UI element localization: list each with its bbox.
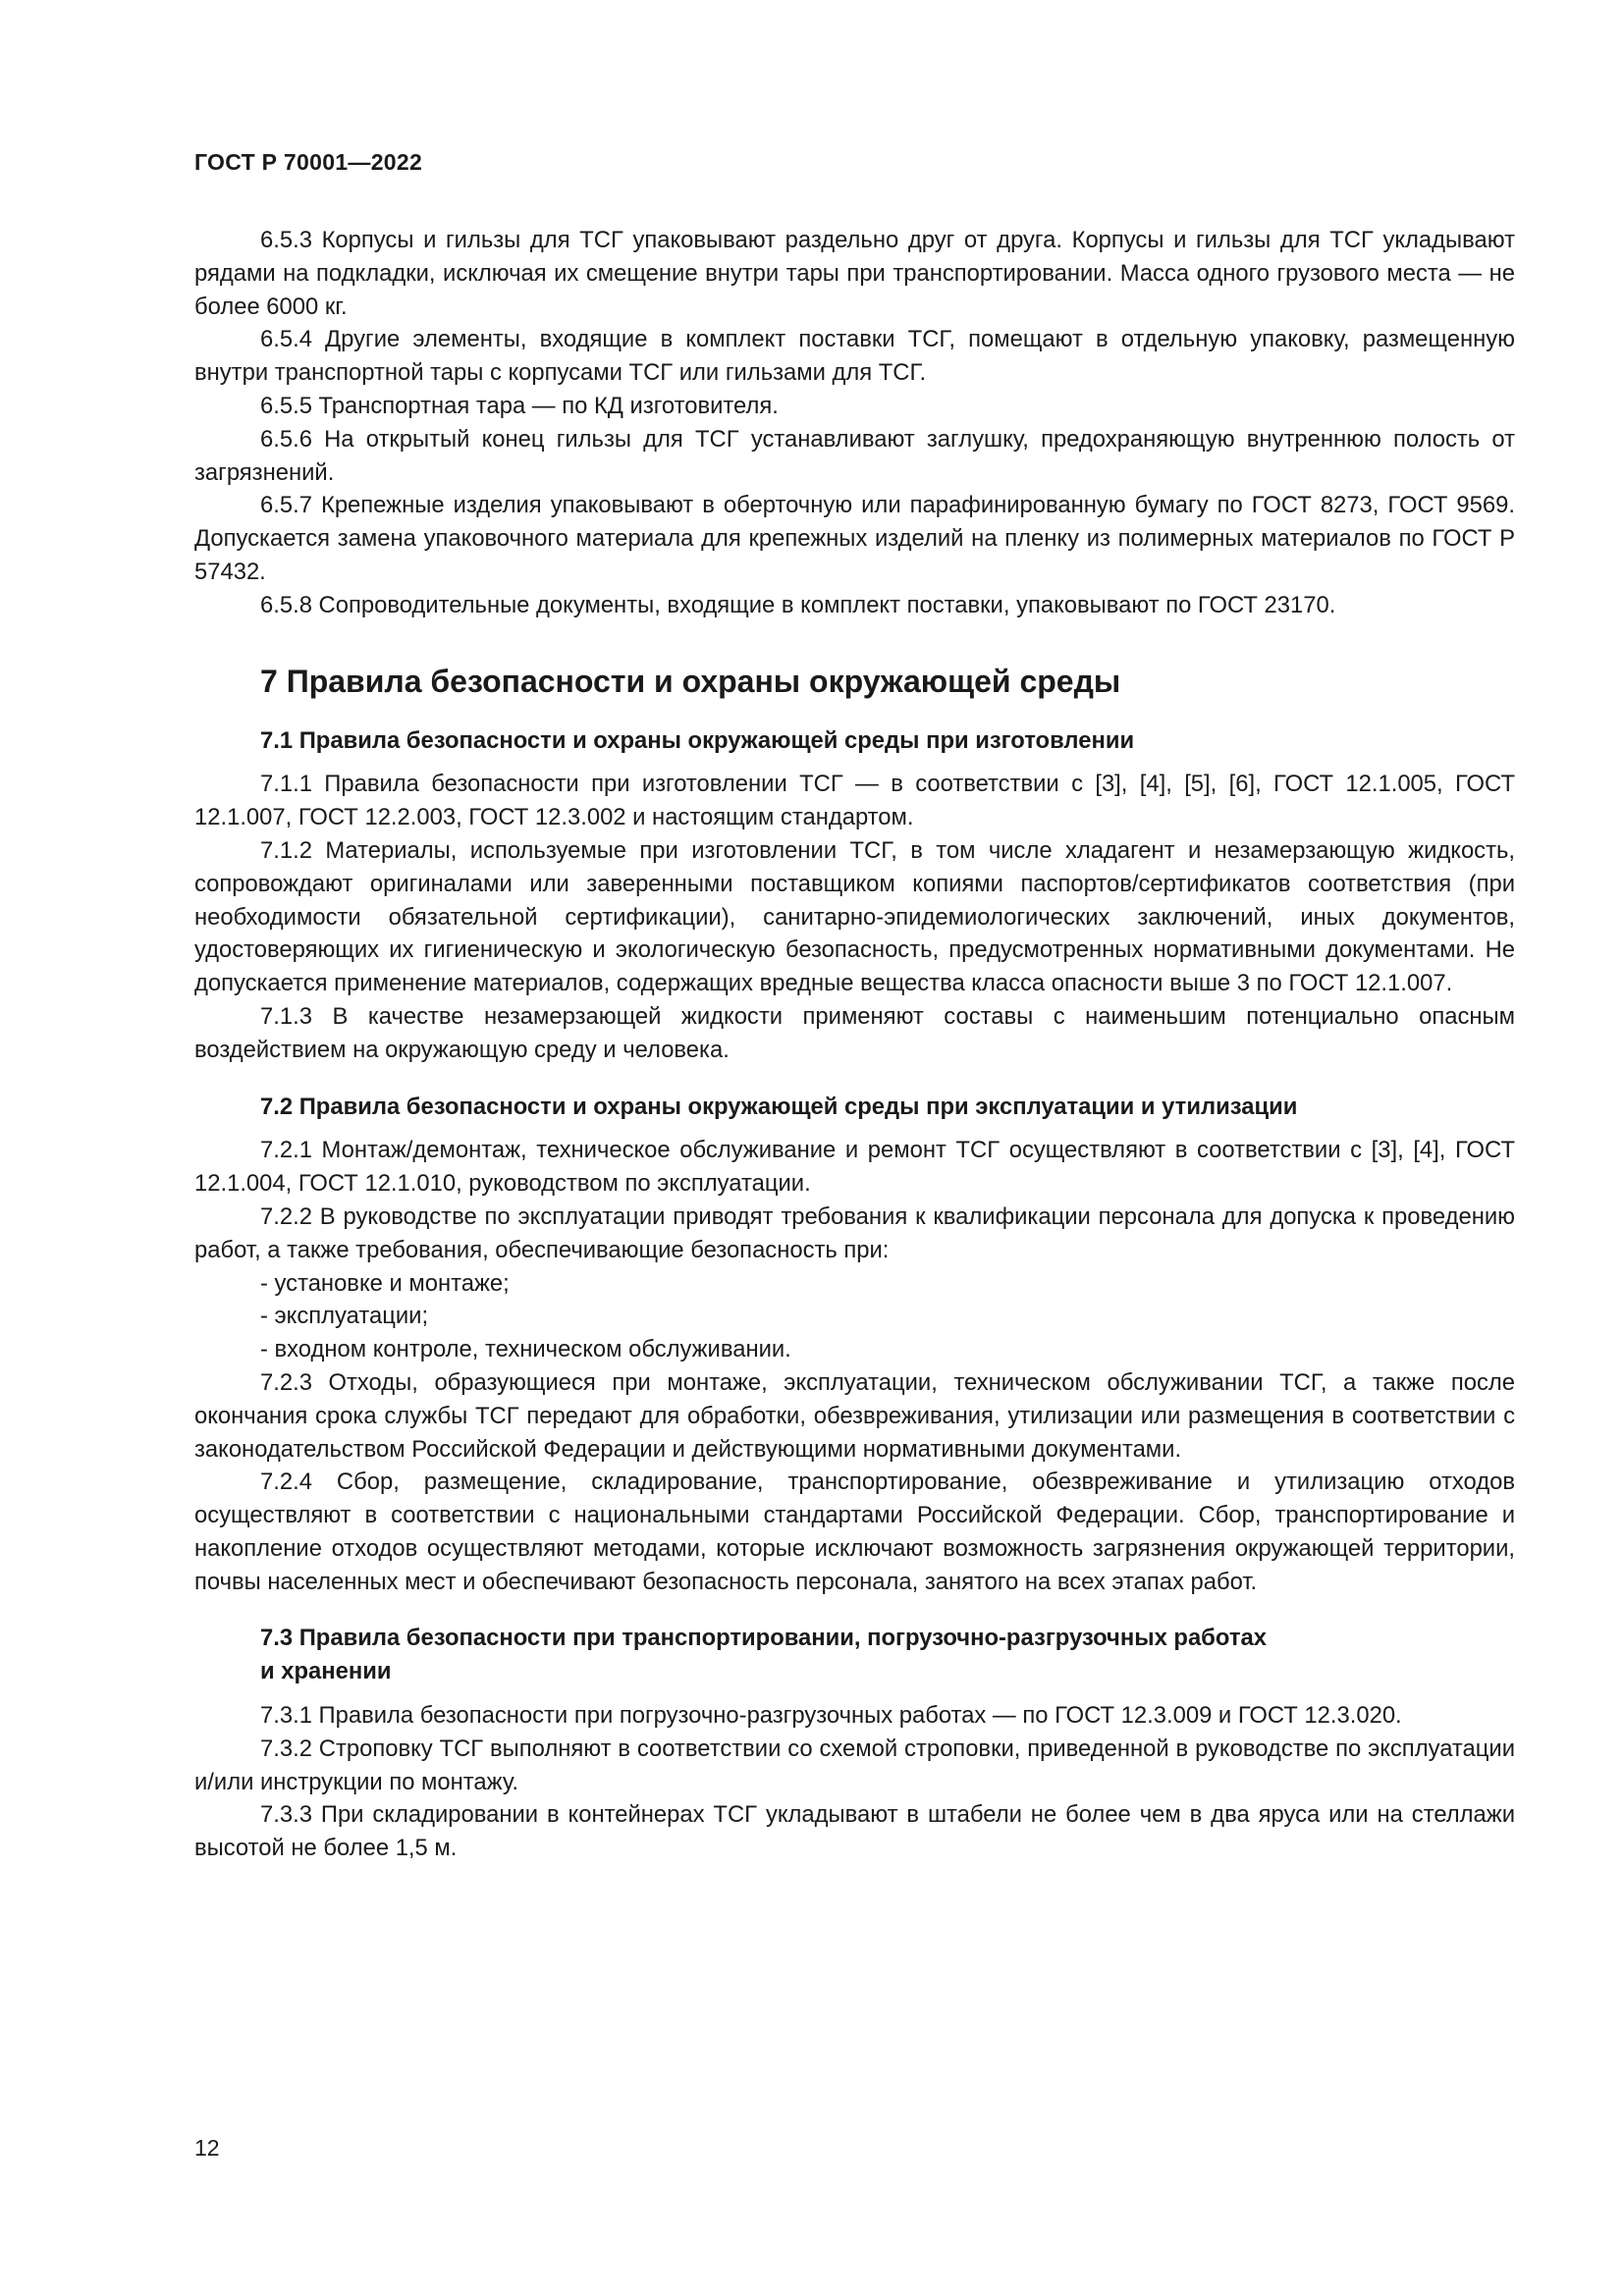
subsection-7-3-heading-line2: и хранении <box>260 1658 392 1685</box>
paragraph-7-3-1: 7.3.1 Правила безопасности при погрузочно-разгрузочных работах — по ГОСТ 12.3.009 и ГОСТ 12.3.020. <box>260 1702 1402 1730</box>
paragraph-7-1-3: 7.1.3 В качестве незамерзающей жидкости применяют составы с наименьшим потенциально опасным воздействием на окружающую среду и человека. <box>194 1002 1515 1063</box>
list-item: - установке и монтаже; <box>260 1269 510 1297</box>
subsection-7-3-heading <box>260 1622 1515 1688</box>
document-body <box>194 224 1515 1865</box>
page-number: 12 <box>194 2135 220 2161</box>
paragraph-7-2-1: 7.2.1 Монтаж/демонтаж, техническое обслуживание и ремонт ТСГ осуществляют в соответствии с [3], [4], ГОСТ 12.1.004, ГОСТ 12.1.010, руководством по эксплуатации. <box>194 1137 1515 1198</box>
paragraph-7-2-4: 7.2.4 Сбор, размещение, складирование, транспортирование, обезвреживание и утилизацию отходов осуществляют в соответствии с национальными стандартами Российской Федерации. Сбор, транспортирование и накопление отходов осуществляют методами, которые исключают возможность загрязнения окружающей территории, почвы населенных мест и обеспечивают безопасность персонала, занятого на всех этапах работ. <box>194 1468 1515 1595</box>
paragraph-7-1-2: 7.1.2 Материалы, используемые при изготовлении ТСГ, в том числе хладагент и незамерзающую жидкость, сопровождают оригиналами или заверенными поставщиком копиями паспортов/сертификатов соответствия (при необходимости обязательной сертификации), санитарно-эпидемиологических заключений, иных документов, удостоверяющих их гигиеническую и экологическую безопасность, предусмотренных нормативными документами. Не допускается применение материалов, содержащих вредные вещества класса опасности выше 3 по ГОСТ 12.1.007. <box>194 836 1515 997</box>
paragraph-6-5-8: 6.5.8 Сопроводительные документы, входящие в комплект поставки, упаковывают по ГОСТ 23170. <box>260 591 1336 618</box>
paragraph-6-5-5: 6.5.5 Транспортная тара — по КД изготовителя. <box>260 392 779 419</box>
paragraph-7-2-3: 7.2.3 Отходы, образующиеся при монтаже, эксплуатации, техническом обслуживании ТСГ, а также после окончания срока службы ТСГ передают для обработки, обезвреживания, утилизации или размещения в соответствии с законодательством Российской Федерации и действующими нормативными документами. <box>194 1368 1515 1463</box>
list-item: - входном контроле, техническом обслуживании. <box>260 1336 791 1363</box>
paragraph-7-3-2: 7.3.2 Строповку ТСГ выполняют в соответствии со схемой строповки, приведенной в руководстве по эксплуатации и/или инструкции по монтажу. <box>194 1735 1515 1795</box>
paragraph-7-2-2: 7.2.2 В руководстве по эксплуатации приводят требования к квалификации персонала для допуска к проведению работ, а также требования, обеспечивающие безопасность при: <box>194 1202 1515 1263</box>
document-header: ГОСТ Р 70001—2022 <box>194 149 423 175</box>
paragraph-7-3-3: 7.3.3 При складировании в контейнерах ТСГ укладывают в штабели не более чем в два яруса или на стеллажи высотой не более 1,5 м. <box>194 1801 1515 1862</box>
subsection-7-2-heading: 7.2 Правила безопасности и охраны окружающей среды при эксплуатации и утилизации <box>260 1093 1298 1120</box>
paragraph-6-5-6: 6.5.6 На открытый конец гильзы для ТСГ устанавливают заглушку, предохраняющую внутреннюю полость от загрязнений. <box>194 425 1515 486</box>
section-7-heading: 7 Правила безопасности и охраны окружающей среды <box>260 663 1121 699</box>
paragraph-6-5-4: 6.5.4 Другие элементы, входящие в комплект поставки ТСГ, помещают в отдельную упаковку, размещенную внутри транспортной тары с корпусами ТСГ или гильзами для ТСГ. <box>194 326 1515 387</box>
paragraph-6-5-3: 6.5.3 Корпусы и гильзы для ТСГ упаковывают раздельно друг от друга. Корпусы и гильзы для ТСГ укладывают рядами на подкладки, исключая их смещение внутри тары при транспортировании. Масса одного грузового места — не более 6000 кг. <box>194 227 1515 320</box>
paragraph-6-5-7: 6.5.7 Крепежные изделия упаковывают в оберточную или парафинированную бумагу по ГОСТ 8273, ГОСТ 9569. Допускается замена упаковочного материала для крепежных изделий на пленку из полимерных материалов по ГОСТ Р 57432. <box>194 492 1515 585</box>
subsection-7-3-heading-line1: 7.3 Правила безопасности при транспортировании, погрузочно-разгрузочных работах <box>260 1625 1267 1652</box>
paragraph-7-1-1: 7.1.1 Правила безопасности при изготовлении ТСГ — в соответствии с [3], [4], [5], [6], ГОСТ 12.1.005, ГОСТ 12.1.007, ГОСТ 12.2.003, ГОСТ 12.3.002 и настоящим стандартом. <box>194 771 1515 831</box>
subsection-7-1-heading: 7.1 Правила безопасности и охраны окружающей среды при изготовлении <box>260 726 1135 754</box>
list-item: - эксплуатации; <box>260 1303 429 1330</box>
